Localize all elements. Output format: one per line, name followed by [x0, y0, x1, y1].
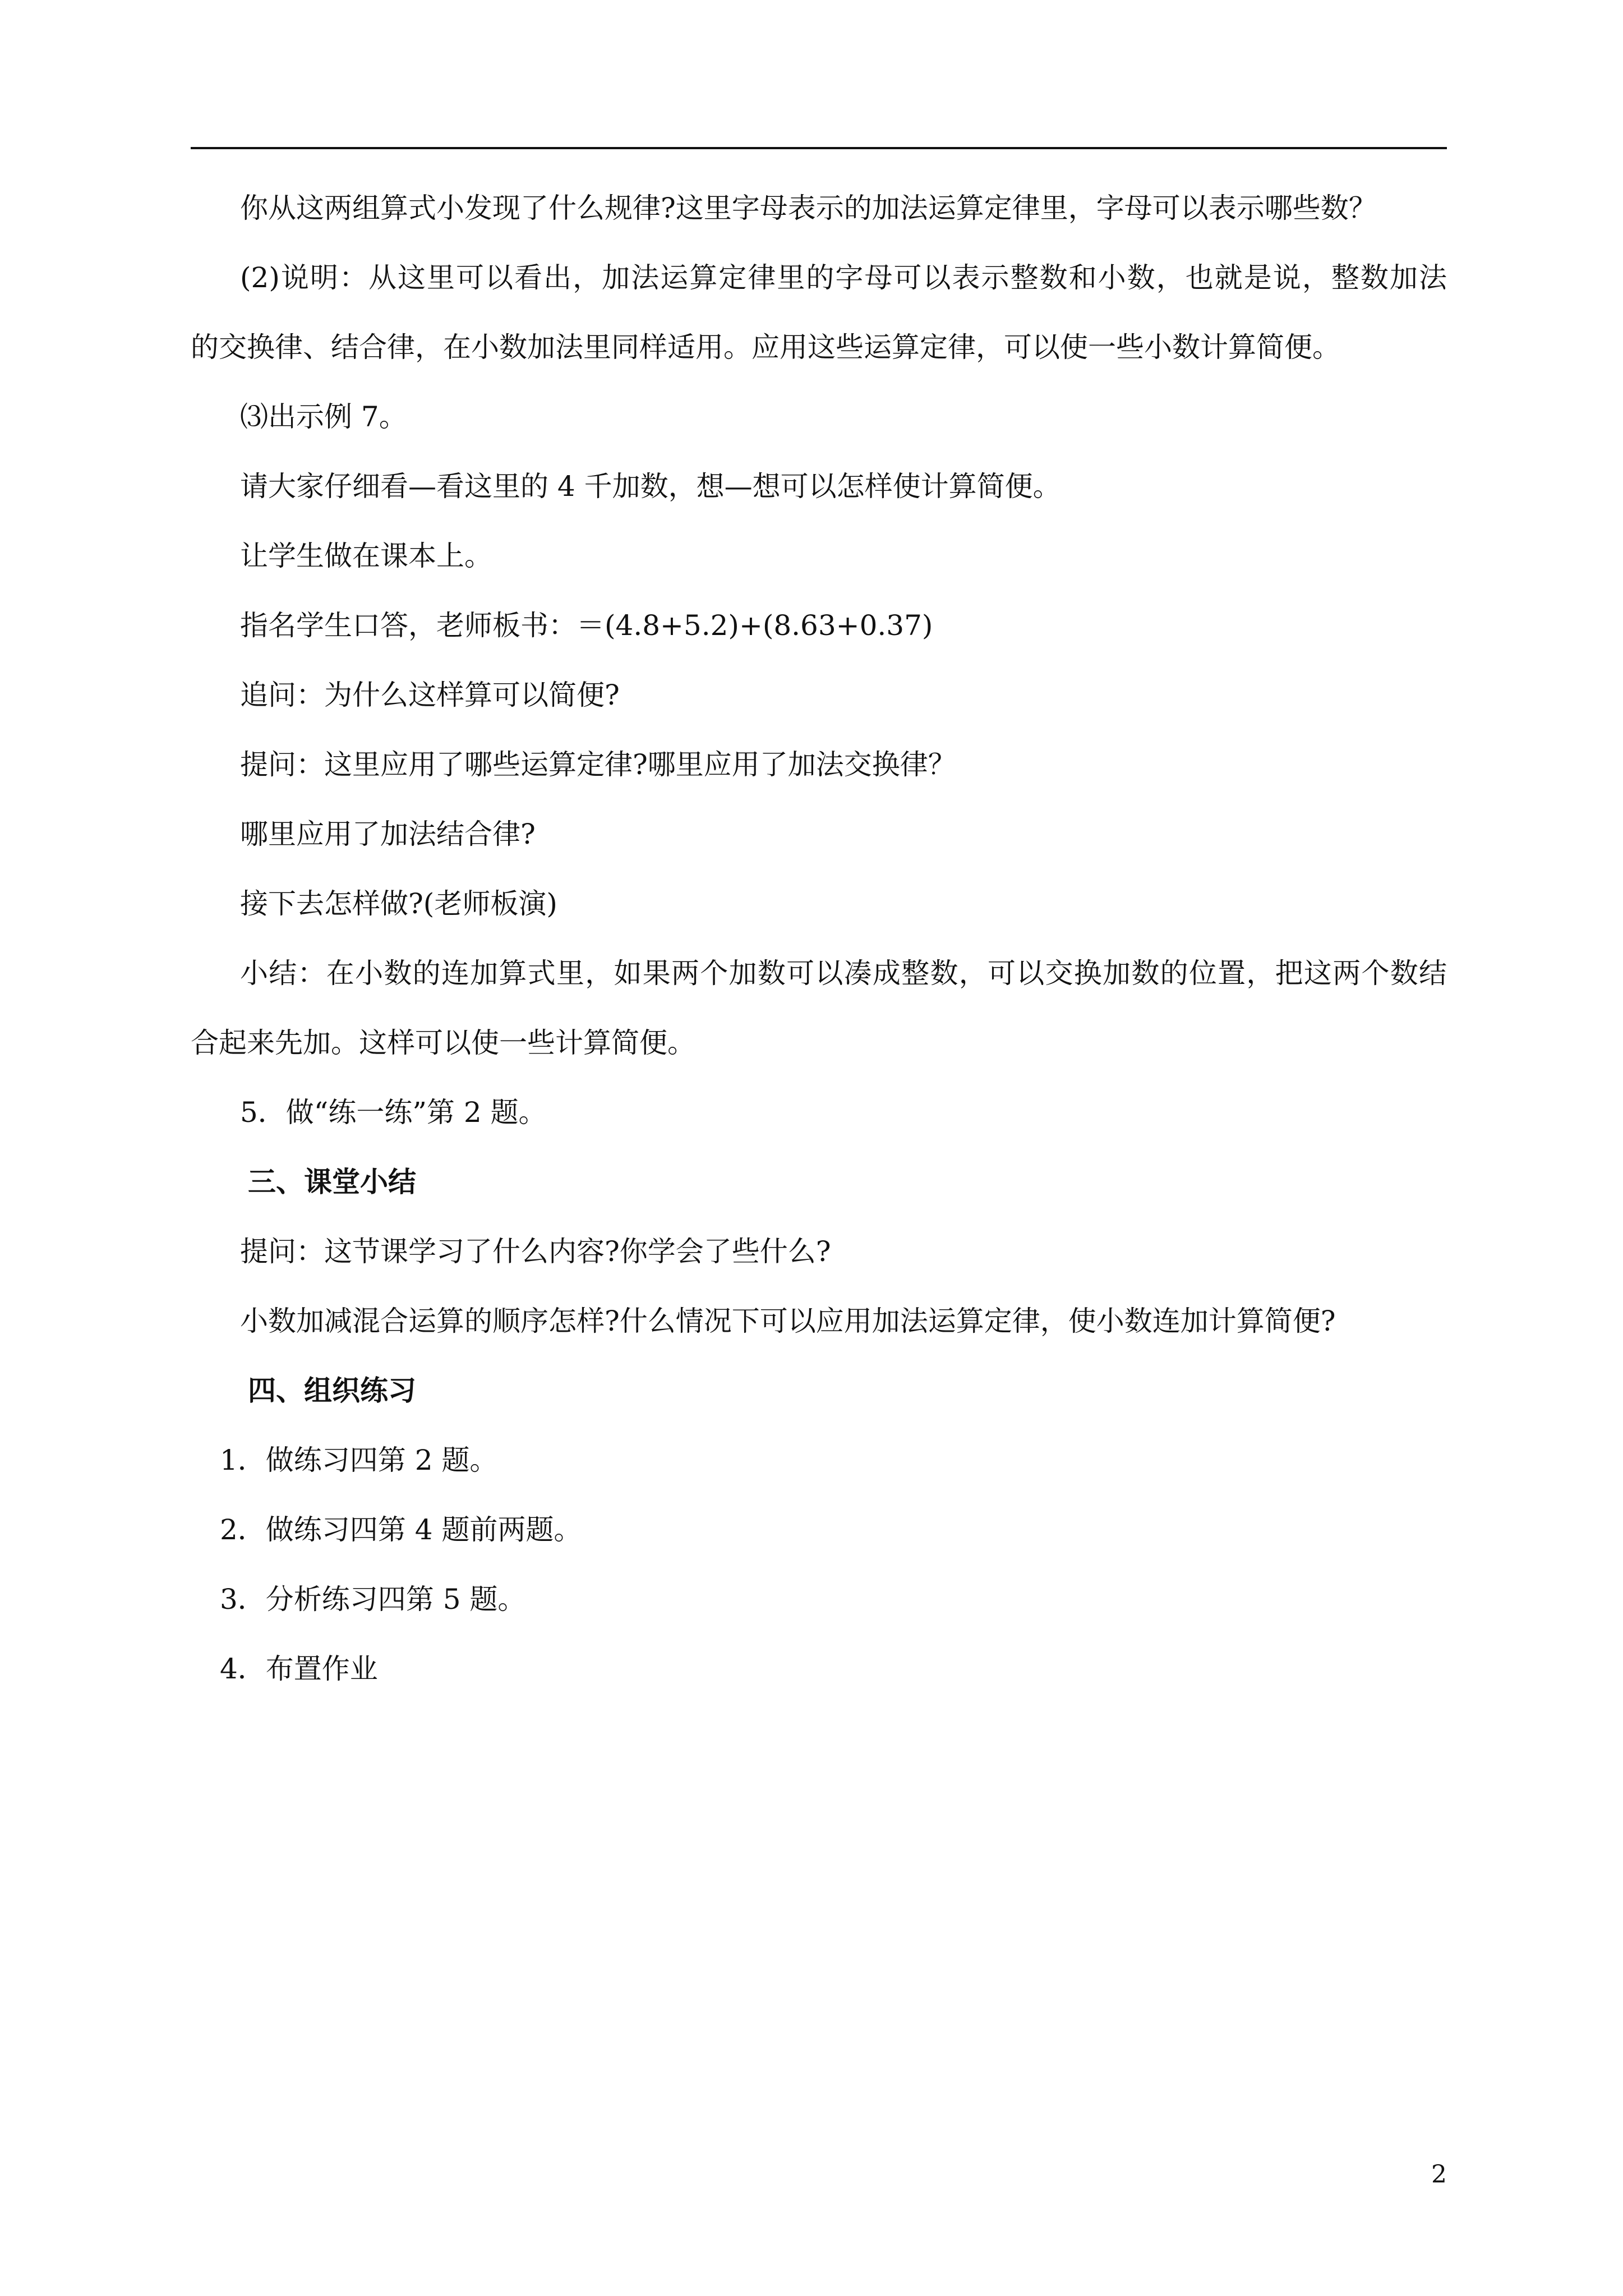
paragraph-line: (2)说明：从这里可以看出，加法运算定律里的字母可以表示整数和小数，也就是说，整数加法 — [240, 261, 1447, 294]
list-item: 3．分析练习四第 5 题。 — [220, 1583, 526, 1616]
paragraph-line: 合起来先加。这样可以使一些计算简便。 — [191, 1027, 695, 1059]
paragraph-line: 哪里应用了加法结合律? — [240, 818, 536, 850]
page-number: 2 — [1431, 2160, 1447, 2189]
paragraph-line: 让学生做在课本上。 — [240, 540, 492, 572]
list-item: 4．布置作业 — [220, 1653, 378, 1685]
list-item: 1．做练习四第 2 题。 — [220, 1444, 498, 1476]
paragraph-line: 追问：为什么这样算可以简便? — [240, 679, 620, 711]
paragraph-line: 指名学生口答，老师板书：＝(4.8+5.2)+(8.63+0.37) — [240, 609, 933, 642]
paragraph-line: 你从这两组算式小发现了什么规律?这里字母表示的加法运算定律里，字母可以表示哪些数？ — [240, 192, 1377, 224]
list-item: 5．做“练一练”第 2 题。 — [240, 1096, 547, 1129]
paragraph-line: ⑶出示例 7。 — [240, 401, 407, 433]
section-heading: 三、课堂小结 — [248, 1165, 416, 1198]
paragraph-line: 接下去怎样做?(老师板演) — [240, 887, 557, 920]
header-rule — [191, 147, 1447, 149]
paragraph-line: 小数加减混合运算的顺序怎样?什么情况下可以应用加法运算定律，使小数连加计算简便? — [240, 1305, 1336, 1337]
paragraph-line: 提问：这里应用了哪些运算定律?哪里应用了加法交换律？ — [240, 748, 956, 781]
document-body — [191, 191, 1447, 1721]
paragraph-line: 小结：在小数的连加算式里，如果两个加数可以凑成整数，可以交换加数的位置，把这两个数结 — [240, 957, 1447, 990]
paragraph-line: 请大家仔细看—看这里的 4 千加数，想—想可以怎样使计算简便。 — [240, 470, 1061, 503]
list-item: 2．做练习四第 4 题前两题。 — [220, 1513, 582, 1546]
section-heading: 四、组织练习 — [248, 1374, 416, 1407]
paragraph-line: 的交换律、结合律，在小数加法里同样适用。应用这些运算定律，可以使一些小数计算简便。 — [191, 331, 1340, 364]
paragraph-line: 提问：这节课学习了什么内容?你学会了些什么? — [240, 1235, 831, 1268]
